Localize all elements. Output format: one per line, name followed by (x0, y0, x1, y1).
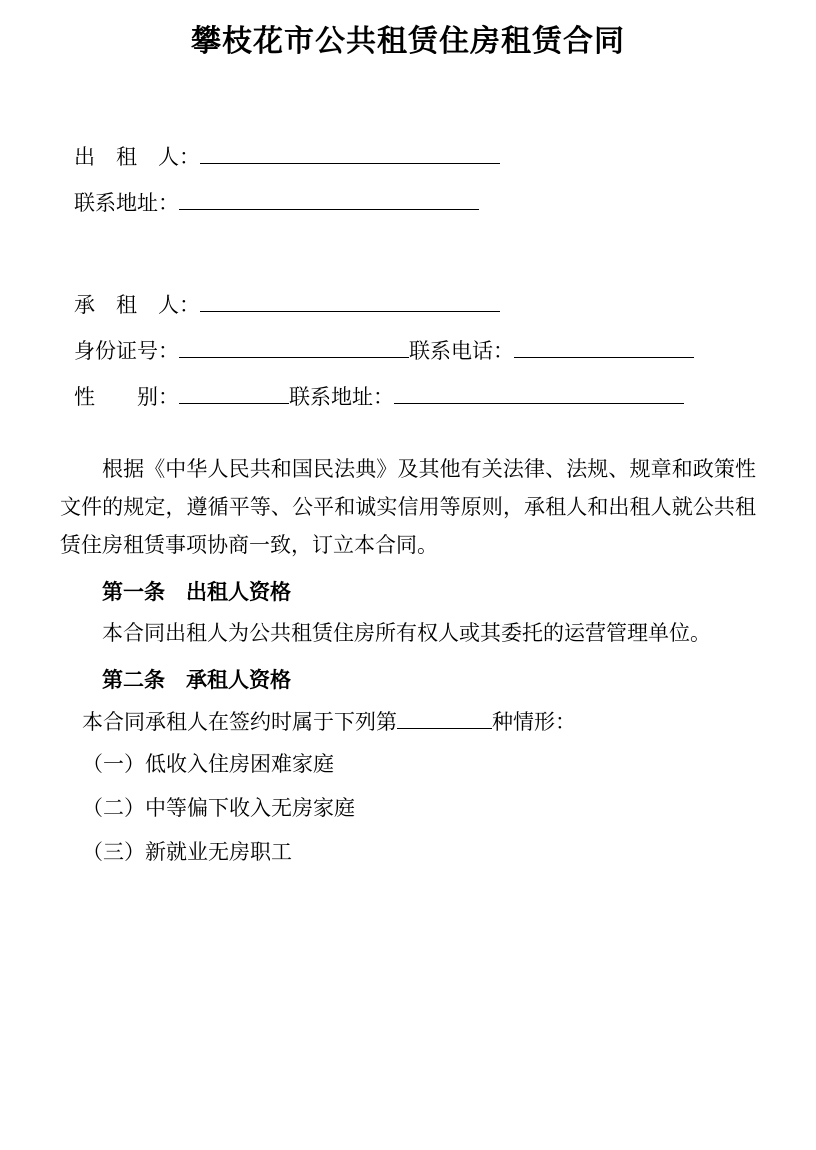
page-title: 攀枝花市公共租赁住房租赁合同 (191, 24, 625, 59)
preamble-paragraph: 根据《中华人民共和国民法典》及其他有关法律、法规、规章和政策性文件的规定，遵循平等、公平和诚实信用等原则，承租人和出租人就公共租赁住房租赁事项协商一致，订立本合同。 (60, 457, 756, 557)
clause-2-select-blank[interactable] (397, 706, 492, 729)
lessee-gender-label: 性 别： (74, 385, 179, 409)
clause-2-heading: 第二条 承租人资格 (102, 667, 291, 692)
lessee-section (60, 282, 756, 420)
lessee-address-blank[interactable] (394, 381, 684, 404)
lessee-id-row (74, 328, 756, 374)
clause-2-option-1[interactable]: （一）低收入住房困难家庭 (82, 752, 334, 776)
lessee-gender-row (74, 374, 756, 420)
clause-2-selection-row (60, 702, 756, 742)
lessee-id-label: 身份证号： (74, 339, 179, 363)
lessor-name-blank[interactable] (200, 141, 500, 164)
clause-2-option-2[interactable]: （二）中等偏下收入无房家庭 (82, 796, 355, 820)
lessee-id-blank[interactable] (179, 335, 409, 358)
lessor-name-row (74, 134, 756, 180)
document-page (0, 22, 816, 1150)
lessor-address-label: 联系地址： (74, 191, 179, 215)
clause-1-heading: 第一条 出租人资格 (102, 579, 291, 604)
lessor-section (60, 134, 756, 226)
clause-2-select-suffix: 种情形： (492, 710, 576, 734)
clause-2-option-3[interactable]: （三）新就业无房职工 (82, 840, 292, 864)
lessee-phone-blank[interactable] (514, 335, 694, 358)
clause-2-select-prefix: 本合同承租人在签约时属于下列第 (82, 710, 397, 734)
lessee-name-label: 承 租 人： (74, 293, 200, 317)
lessor-name-label: 出 租 人： (74, 145, 200, 169)
lessee-gender-blank[interactable] (179, 381, 289, 404)
lessee-name-row (74, 282, 756, 328)
clause-1-body: 本合同出租人为公共租赁住房所有权人或其委托的运营管理单位。 (102, 621, 711, 645)
lessor-address-row (74, 180, 756, 226)
lessor-address-blank[interactable] (179, 187, 479, 210)
lessee-name-blank[interactable] (200, 289, 500, 312)
party-gap (60, 226, 756, 262)
lessee-address-label: 联系地址： (289, 385, 394, 409)
lessee-phone-label: 联系电话： (409, 339, 514, 363)
